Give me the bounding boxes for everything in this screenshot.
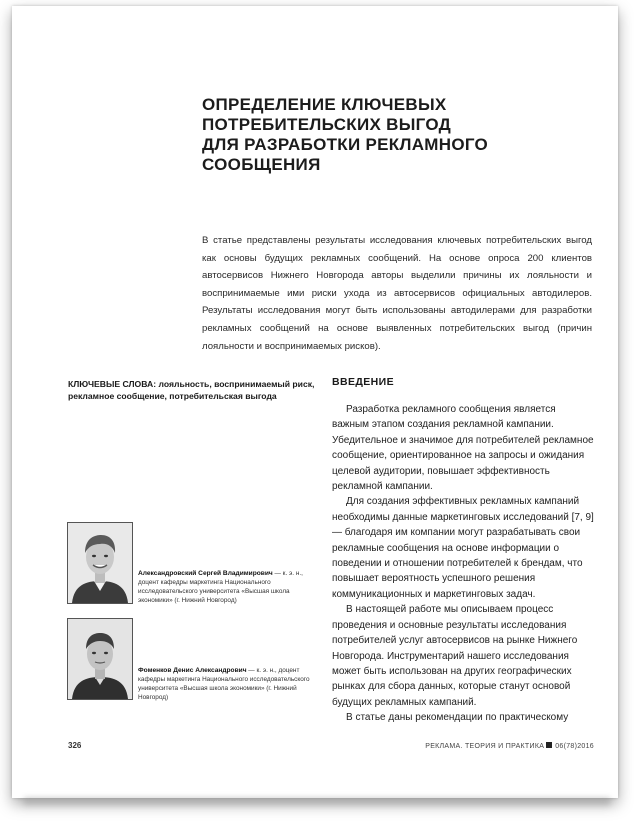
- author-name: Александровский Сергей Владимирович: [138, 570, 273, 577]
- page-number: 326: [68, 741, 82, 750]
- body-text: [332, 402, 594, 726]
- paragraph: Для создания эффективных рекламных кампаний необходимы данные маркетинговых исследований [7, 9] — благодаря им компании могут разрабатывать свои рекламные сообщения на основе информации о поведении и отношении потребителей к брендам, что повышает вероятность успешного решения коммуникационных и маркетинговых задач.: [332, 496, 594, 600]
- author-name: Фоменков Денис Александрович: [138, 667, 247, 674]
- title-line: ДЛЯ РАЗРАБОТКИ РЕКЛАМНОГО: [202, 135, 489, 154]
- author-bio: — к. э. н., доцент кафедры маркетинга Национального исследовательского университета «Высшая школа экономики» (г. Нижний Новгород): [138, 667, 310, 701]
- journal-footer: [425, 742, 594, 750]
- article-abstract: В статье представлены результаты исследования ключевых потребительских выгод как основы будущих рекламных сообщений. На основе опроса 200 клиентов автосервисов Нижнего Новгорода авторы выделили причины их лояльности и воспринимаемые ими риски ухода из автосервисов официальных автодилеров. Результаты исследования могут быть использованы автодилерами для разработки рекламных сообщений на основе выявленных потребительских выгод (причин лояльности и воспринимаемых рисков).: [202, 235, 592, 352]
- author-info: [138, 666, 318, 702]
- issue-number: 06(78)2016: [555, 743, 594, 750]
- title-line: ПОТРЕБИТЕЛЬСКИХ ВЫГОД: [202, 115, 452, 134]
- author-bio: — к. э. н., доцент кафедры маркетинга Национального исследовательского университета «Высшая школа экономики» (г. Нижний Новгород): [138, 570, 303, 604]
- square-icon: [546, 742, 552, 748]
- paragraph: В настоящей работе мы описываем процесс проведения и основные результаты исследования потребителей услуг автосервисов на рынке Нижнего Новгорода. Инструментарий нашего исследования может быть использован на других географических рынках для сбора данных, которые станут основой будущих рекламных кампаний.: [332, 604, 578, 708]
- author-portrait-1: [68, 523, 132, 603]
- keywords-text: лояльность, воспринимаемый риск, рекламное сообщение, потребительская выгода: [68, 379, 315, 401]
- journal-name: РЕКЛАМА. ТЕОРИЯ И ПРАКТИКА: [425, 743, 545, 750]
- page-shadow: [24, 798, 610, 808]
- author-photo: [67, 618, 133, 700]
- keywords-label: КЛЮЧЕВЫЕ СЛОВА:: [68, 379, 157, 389]
- author-photo: [67, 522, 133, 604]
- paragraph: В статье даны рекомендации по практическому: [346, 712, 569, 724]
- article-title: [202, 95, 532, 175]
- author-portrait-2: [68, 619, 132, 699]
- title-line: СООБЩЕНИЯ: [202, 155, 321, 174]
- author-info: [138, 569, 318, 605]
- paragraph: Разработка рекламного сообщения является важным этапом создания рекламной кампании. Убедительное и значимое для потребителей рекламное сообщение, ориентированное на запросы и ожидания целевой аудитории, повышает эффективность рекламной кампании.: [332, 404, 594, 493]
- title-line: ОПРЕДЕЛЕНИЕ КЛЮЧЕВЫХ: [202, 95, 447, 114]
- keywords-block: [68, 378, 318, 402]
- section-heading: ВВЕДЕНИЕ: [332, 376, 394, 388]
